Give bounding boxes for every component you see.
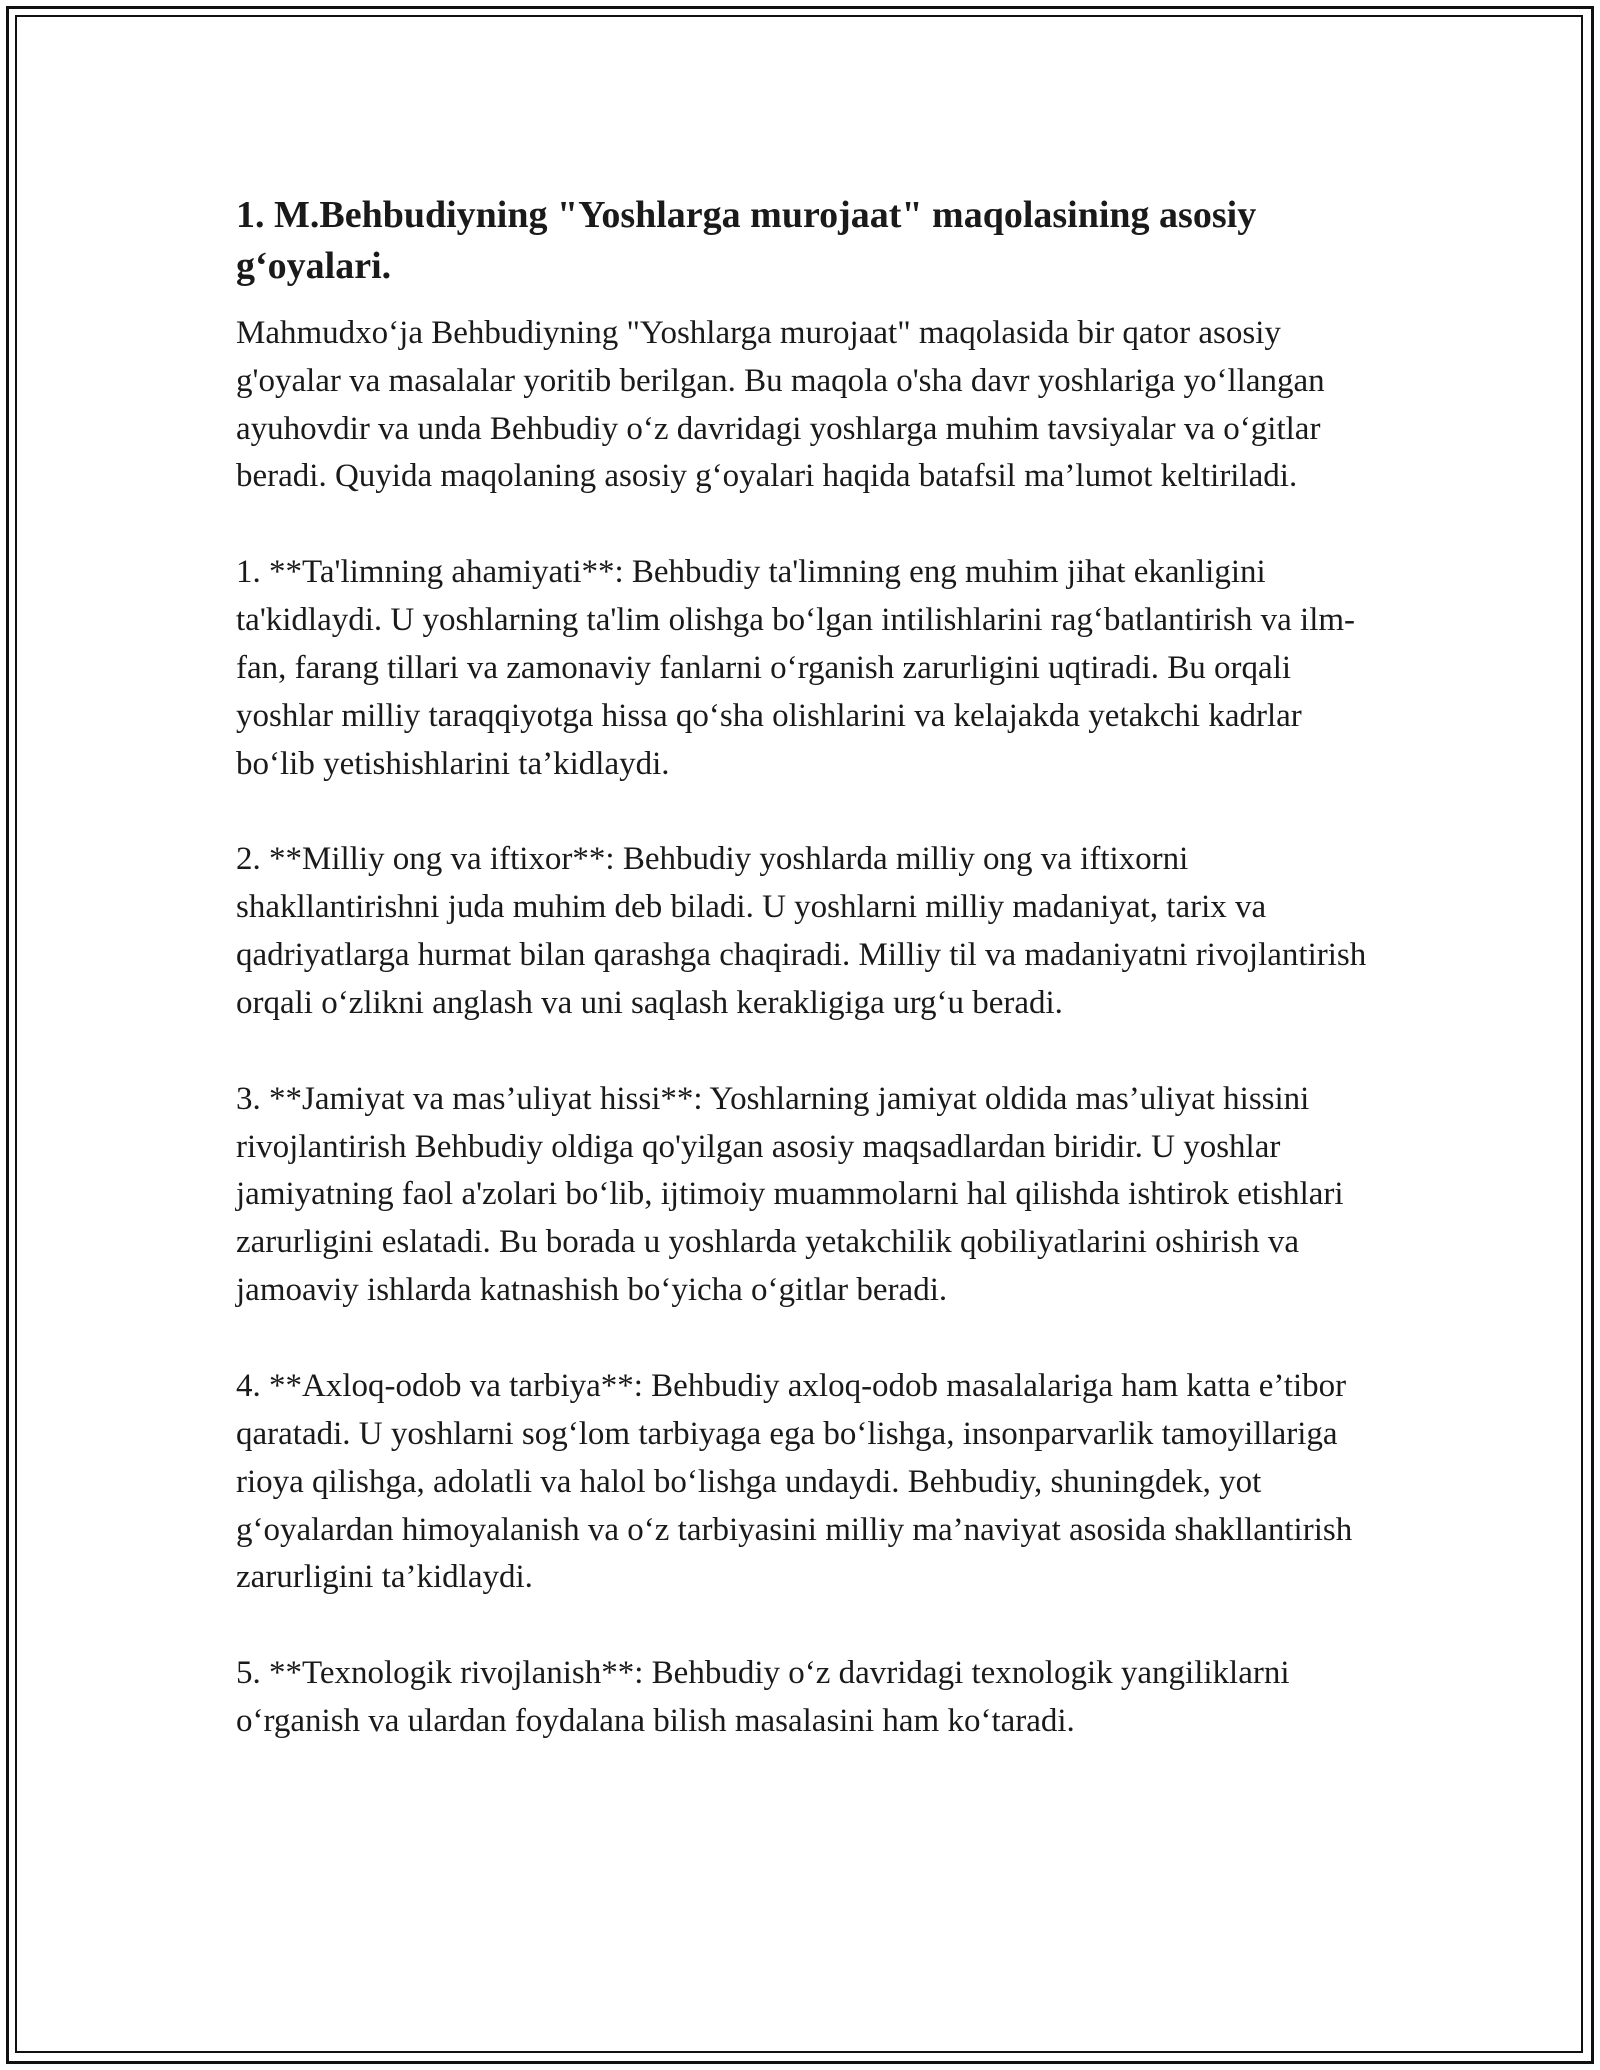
paragraph-education: 1. **Ta'limning ahamiyati**: Behbudiy ta'limning eng muhim jihat ekanligini ta'kidlaydi. U yoshlarning ta'lim olishga bo‘lgan intilishlarini rag‘batlantirish va ilm-fan, farang tillari va zamonaviy fanlarni o‘rganish zarurligini uqtiradi. Bu orqali yoshlar milliy taraqqiyotga hissa qo‘sha olishlarini va kelajakda yetakchi kadrlar bo‘lib yetishishlarini ta’kidlaydi. xyxy=(236,554,1356,782)
paragraph-national-identity: 2. **Milliy ong va iftixor**: Behbudiy yoshlarda milliy ong va iftixorni shakllantirishni juda muhim deb biladi. U yoshlarni milliy madaniyat, tarix va qadriyatlarga hurmat bilan qarashga chaqiradi. Milliy til va madaniyatni rivojlantirish orqali o‘zlikni anglash va uni saqlash kerakligiga urg‘u beradi. xyxy=(236,841,1367,1021)
paragraph-responsibility: 3. **Jamiyat va mas’uliyat hissi**: Yoshlarning jamiyat oldida mas’uliyat hissini rivojlantirish Behbudiy oldiga qo'yilgan asosiy maqsadlardan biridir. U yoshlar jamiyatning faol a'zolari bo‘lib, ijtimoiy muammolarni hal qilishda ishtirok etishlari zarurligini eslatadi. Bu borada u yoshlarda yetakchilik qobiliyatlarini oshirish va jamoaviy ishlarda katnashish bo‘yicha o‘gitlar beradi. xyxy=(236,1080,1344,1309)
document-body xyxy=(236,190,1376,1794)
intro-paragraph: Mahmudxo‘ja Behbudiyning "Yoshlarga murojaat" maqolasida bir qator asosiy g'oyalar va masalalar yoritib berilgan. Bu maqola o'sha davr yoshlariga yo‘llangan ayuhovdir va unda Behbudiy o‘z davridagi yoshlarga muhim tavsiyalar va o‘gitlar beradi. Quyida maqolaning asosiy g‘oyalari haqida batafsil ma’lumot keltiriladi. xyxy=(236,314,1325,495)
paragraph-technology: 5. **Texnologik rivojlanish**: Behbudiy o‘z davridagi texnologik yangiliklarni o‘rganish va ulardan foydalana bilish masalasini ham ko‘taradi. xyxy=(236,1655,1290,1740)
document-title: 1. M.Behbudiyning "Yoshlarga murojaat" maqolasining asosiy g‘oyalari. xyxy=(236,194,1257,287)
paragraph-morality: 4. **Axloq-odob va tarbiya**: Behbudiy axloq-odob masalalariga ham katta e’tibor qaratadi. U yoshlarni sog‘lom tarbiyaga ega bo‘lishga, insonparvarlik tamoyillariga rioya qilishga, adolatli va halol bo‘lishga undaydi. Behbudiy, shuningdek, yot g‘oyalardan himoyalanish va o‘z tarbiyasini milliy ma’naviyat asosida shakllantirish zarurligini ta’kidlaydi. xyxy=(236,1368,1353,1596)
